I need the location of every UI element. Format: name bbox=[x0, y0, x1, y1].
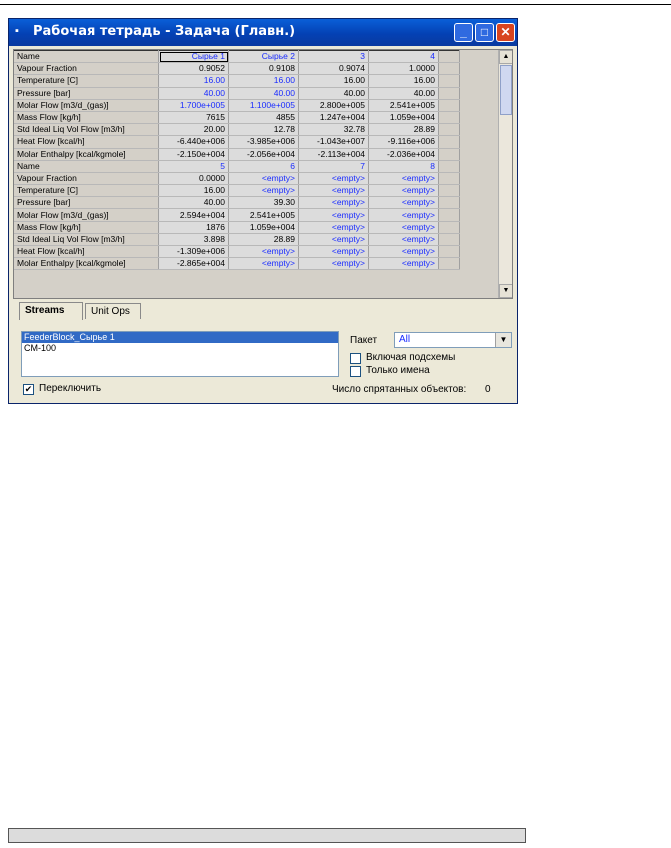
paket-label: Пакет bbox=[350, 335, 378, 346]
table-header-row bbox=[14, 51, 460, 63]
table-cell[interactable]: 3.898 bbox=[159, 233, 229, 245]
row-label: Name bbox=[14, 160, 159, 172]
table-cell[interactable]: 2.541e+005 bbox=[369, 99, 439, 111]
chevron-down-icon[interactable]: ▼ bbox=[495, 333, 511, 347]
include-subflowsheets-checkbox[interactable] bbox=[350, 353, 361, 364]
table-cell[interactable]: 28.89 bbox=[369, 124, 439, 136]
scroll-thumb[interactable] bbox=[500, 65, 512, 115]
names-only-label: Только имена bbox=[366, 365, 430, 376]
minimize-icon: _ bbox=[460, 25, 467, 39]
scroll-up-icon[interactable]: ▲ bbox=[499, 50, 513, 64]
table-cell[interactable]: <empty> bbox=[299, 221, 369, 233]
close-button[interactable] bbox=[496, 23, 515, 42]
table-cell[interactable]: -2.056e+004 bbox=[229, 148, 299, 160]
window-titlebar[interactable] bbox=[9, 19, 517, 46]
table-cell[interactable]: <empty> bbox=[369, 221, 439, 233]
table-cell[interactable]: 0.9074 bbox=[299, 63, 369, 75]
grid-pad bbox=[439, 246, 460, 258]
table-cell[interactable]: 0.9052 bbox=[159, 63, 229, 75]
row-label: Pressure [bar] bbox=[14, 197, 159, 209]
table-cell[interactable]: <empty> bbox=[229, 185, 299, 197]
row-label: Vapour Fraction bbox=[14, 172, 159, 184]
table-row bbox=[14, 233, 460, 245]
table-row bbox=[14, 87, 460, 99]
table-cell[interactable]: 2.594e+004 bbox=[159, 209, 229, 221]
table-cell[interactable]: 12.78 bbox=[229, 124, 299, 136]
vertical-scrollbar[interactable] bbox=[498, 50, 513, 298]
names-only-checkbox[interactable] bbox=[350, 366, 361, 377]
row-label: Std Ideal Liq Vol Flow [m3/h] bbox=[14, 233, 159, 245]
table-row bbox=[14, 209, 460, 221]
paket-select[interactable] bbox=[394, 332, 512, 348]
table-cell[interactable]: <empty> bbox=[299, 172, 369, 184]
maximize-icon: □ bbox=[480, 25, 489, 39]
table-cell[interactable]: 16.00 bbox=[159, 185, 229, 197]
grid-pad bbox=[439, 63, 460, 75]
row-label: Vapour Fraction bbox=[14, 63, 159, 75]
hidden-objects-count: 0 bbox=[485, 384, 491, 395]
table-row bbox=[14, 185, 460, 197]
stream-column-header[interactable]: Сырье 1 bbox=[159, 51, 229, 63]
switch-checkbox[interactable]: ✔ bbox=[24, 384, 33, 394]
grid-pad bbox=[439, 233, 460, 245]
table-cell[interactable]: 0.9108 bbox=[229, 63, 299, 75]
stream-column-header[interactable]: 5 bbox=[159, 160, 229, 172]
tab-streams[interactable]: Streams bbox=[19, 302, 83, 320]
row-label: Heat Flow [kcal/h] bbox=[14, 136, 159, 148]
table-cell[interactable]: -2.865e+004 bbox=[159, 258, 229, 270]
table-row bbox=[14, 124, 460, 136]
grid-pad bbox=[439, 148, 460, 160]
table-cell[interactable]: 40.00 bbox=[159, 87, 229, 99]
stream-grid bbox=[13, 49, 513, 299]
stream-column-header[interactable]: Сырье 2 bbox=[229, 51, 299, 63]
list-item[interactable]: FeederBlock_Сырье 1 bbox=[22, 332, 338, 343]
table-cell[interactable]: -3.985e+006 bbox=[229, 136, 299, 148]
table-header-row bbox=[14, 160, 460, 172]
hidden-objects-label: Число спрятанных объектов: bbox=[332, 384, 467, 395]
grid-pad bbox=[439, 75, 460, 87]
grid-pad bbox=[439, 185, 460, 197]
table-cell[interactable]: <empty> bbox=[299, 209, 369, 221]
table-cell[interactable]: 16.00 bbox=[229, 75, 299, 87]
table-cell[interactable]: 39.30 bbox=[229, 197, 299, 209]
table-cell[interactable]: <empty> bbox=[369, 233, 439, 245]
table-row bbox=[14, 99, 460, 111]
table-row bbox=[14, 136, 460, 148]
grid-pad bbox=[439, 258, 460, 270]
grid-pad bbox=[439, 99, 460, 111]
table-cell[interactable]: 16.00 bbox=[299, 75, 369, 87]
table-cell[interactable]: <empty> bbox=[229, 246, 299, 258]
table-cell[interactable]: -2.036e+004 bbox=[369, 148, 439, 160]
minimize-button[interactable] bbox=[454, 23, 473, 42]
stream-column-header[interactable]: 7 bbox=[299, 160, 369, 172]
table-cell[interactable]: 16.00 bbox=[369, 75, 439, 87]
table-cell[interactable]: <empty> bbox=[299, 197, 369, 209]
table-cell[interactable]: -1.309e+006 bbox=[159, 246, 229, 258]
row-label: Temperature [C] bbox=[14, 185, 159, 197]
row-label: Molar Flow [m3/d_(gas)] bbox=[14, 99, 159, 111]
paket-value: All bbox=[399, 334, 411, 345]
table-cell[interactable]: <empty> bbox=[369, 185, 439, 197]
grid-pad bbox=[439, 136, 460, 148]
list-item[interactable]: CM-100 bbox=[24, 343, 57, 353]
table-cell[interactable]: -2.150e+004 bbox=[159, 148, 229, 160]
table-cell[interactable]: <empty> bbox=[369, 246, 439, 258]
include-subflowsheets-label: Включая подсхемы bbox=[366, 352, 456, 363]
page-top-rule bbox=[0, 4, 671, 5]
table-cell[interactable]: 28.89 bbox=[229, 233, 299, 245]
grid-pad bbox=[439, 197, 460, 209]
table-cell[interactable]: <empty> bbox=[299, 233, 369, 245]
grid-pad bbox=[439, 160, 460, 172]
table-row bbox=[14, 148, 460, 160]
table-cell[interactable]: 1.0000 bbox=[369, 63, 439, 75]
page-bottom-bar bbox=[8, 828, 526, 843]
grid-pad bbox=[439, 221, 460, 233]
table-cell[interactable]: <empty> bbox=[369, 172, 439, 184]
table-cell[interactable]: 40.00 bbox=[229, 87, 299, 99]
table-row bbox=[14, 197, 460, 209]
table-row bbox=[14, 75, 460, 87]
table-cell[interactable]: 40.00 bbox=[159, 197, 229, 209]
row-label: Molar Flow [m3/d_(gas)] bbox=[14, 209, 159, 221]
table-cell[interactable]: 1.059e+004 bbox=[229, 221, 299, 233]
app-icon: ▪ bbox=[15, 25, 19, 37]
table-cell[interactable]: <empty> bbox=[369, 197, 439, 209]
close-icon: ✕ bbox=[500, 25, 511, 39]
table-cell[interactable]: 20.00 bbox=[159, 124, 229, 136]
row-label: Heat Flow [kcal/h] bbox=[14, 246, 159, 258]
table-cell[interactable]: <empty> bbox=[369, 209, 439, 221]
maximize-button[interactable] bbox=[475, 23, 494, 42]
table-cell[interactable]: 0.0000 bbox=[159, 172, 229, 184]
table-cell[interactable]: 2.541e+005 bbox=[229, 209, 299, 221]
grid-pad bbox=[439, 111, 460, 123]
table-cell[interactable]: <empty> bbox=[369, 258, 439, 270]
table-cell[interactable]: -2.113e+004 bbox=[299, 148, 369, 160]
table-row bbox=[14, 221, 460, 233]
row-label: Pressure [bar] bbox=[14, 87, 159, 99]
table-cell[interactable]: <empty> bbox=[229, 258, 299, 270]
table-cell[interactable]: 1.059e+004 bbox=[369, 111, 439, 123]
scroll-down-icon[interactable]: ▼ bbox=[499, 284, 513, 298]
grid-pad bbox=[439, 124, 460, 136]
table-cell[interactable]: 1.100e+005 bbox=[229, 99, 299, 111]
table-cell[interactable]: <empty> bbox=[299, 185, 369, 197]
table-row bbox=[14, 172, 460, 184]
row-label: Mass Flow [kg/h] bbox=[14, 221, 159, 233]
table-cell[interactable]: 40.00 bbox=[369, 87, 439, 99]
table-cell[interactable]: -1.043e+007 bbox=[299, 136, 369, 148]
table-row bbox=[14, 258, 460, 270]
stream-column-header[interactable]: 4 bbox=[369, 51, 439, 63]
stream-column-header[interactable]: 3 bbox=[299, 51, 369, 63]
table-cell[interactable]: -9.116e+006 bbox=[369, 136, 439, 148]
table-cell[interactable]: 1.700e+005 bbox=[159, 99, 229, 111]
row-label: Molar Enthalpy [kcal/kgmole] bbox=[14, 148, 159, 160]
table-cell[interactable]: 2.800e+005 bbox=[299, 99, 369, 111]
switch-label: Переключить bbox=[39, 383, 102, 394]
table-row bbox=[14, 63, 460, 75]
table-cell[interactable]: 40.00 bbox=[299, 87, 369, 99]
row-label: Molar Enthalpy [kcal/kgmole] bbox=[14, 258, 159, 270]
stream-table bbox=[14, 50, 460, 270]
table-cell[interactable]: 32.78 bbox=[299, 124, 369, 136]
table-cell[interactable]: <empty> bbox=[299, 246, 369, 258]
table-row bbox=[14, 111, 460, 123]
row-label: Mass Flow [kg/h] bbox=[14, 111, 159, 123]
table-cell[interactable]: 4855 bbox=[229, 111, 299, 123]
grid-pad bbox=[439, 87, 460, 99]
row-label: Std Ideal Liq Vol Flow [m3/h] bbox=[14, 124, 159, 136]
row-label: Temperature [C] bbox=[14, 75, 159, 87]
grid-pad bbox=[439, 51, 460, 63]
table-row bbox=[14, 246, 460, 258]
workbook-window bbox=[8, 18, 518, 404]
tab-unit-ops[interactable]: Unit Ops bbox=[85, 303, 141, 319]
table-cell[interactable]: 1876 bbox=[159, 221, 229, 233]
window-title: Рабочая тетрадь - Задача (Главн.) bbox=[33, 24, 296, 39]
grid-pad bbox=[439, 209, 460, 221]
row-label: Name bbox=[14, 51, 159, 63]
stream-column-header[interactable]: 6 bbox=[229, 160, 299, 172]
grid-pad bbox=[439, 172, 460, 184]
table-cell[interactable]: <empty> bbox=[229, 172, 299, 184]
table-cell[interactable]: <empty> bbox=[299, 258, 369, 270]
stream-column-header[interactable]: 8 bbox=[369, 160, 439, 172]
table-cell[interactable]: 7615 bbox=[159, 111, 229, 123]
table-cell[interactable]: 1.247e+004 bbox=[299, 111, 369, 123]
stream-listbox[interactable] bbox=[21, 331, 339, 377]
table-cell[interactable]: 16.00 bbox=[159, 75, 229, 87]
table-cell[interactable]: -6.440e+006 bbox=[159, 136, 229, 148]
